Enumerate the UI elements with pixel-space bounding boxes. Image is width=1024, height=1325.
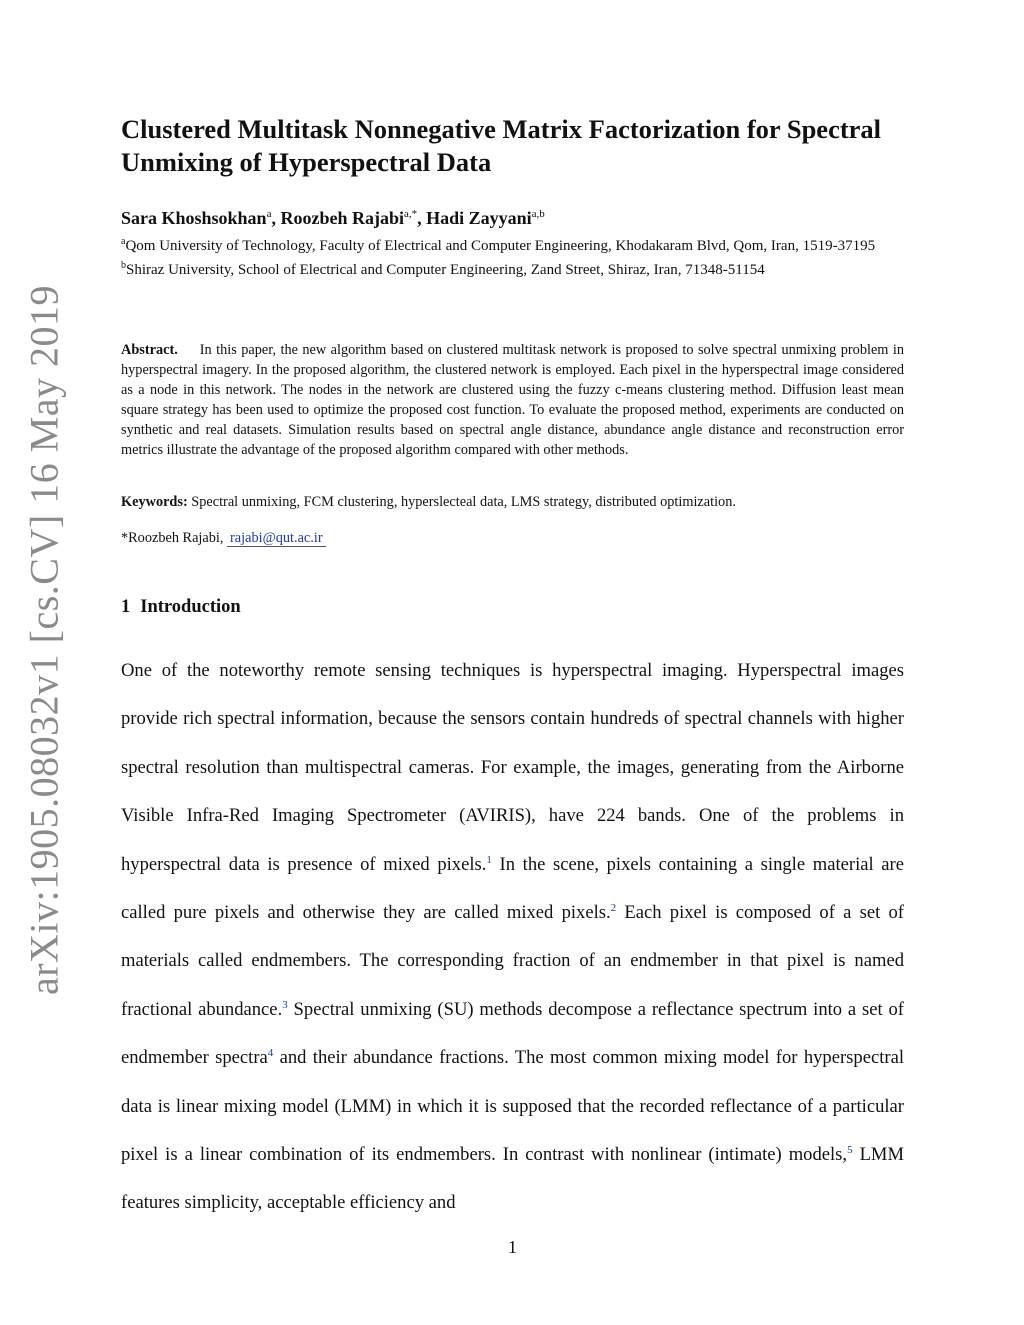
citation-ref-link[interactable]: 2 xyxy=(610,901,617,914)
citation-ref-link[interactable]: 4 xyxy=(267,1047,274,1060)
affiliation-item xyxy=(121,256,904,280)
abstract xyxy=(121,340,904,461)
author-affiliation-mark: a,* xyxy=(403,208,418,220)
affiliation-mark: a xyxy=(121,236,126,247)
intro-text: In the scene, pixels containing a single material are called pure pixels and otherwise they are called mixed pixels. xyxy=(121,853,904,924)
author-list xyxy=(121,208,545,229)
corresponding-author-label: *Roozbeh Rajabi, xyxy=(121,530,224,546)
intro-text: One of the noteworthy remote sensing techniques is hyperspectral imaging. Hyperspectral images provide rich spectral information, because the sensors contain hundreds of spectral channels with higher spectral resolution than multispectral cameras. For example, the images, generating from the Airborne Visible Infra-Red Imaging Spectrometer (AVIRIS), have 224 bands. One of the problems in hyperspectral data is presence of mixed pixels. xyxy=(121,660,904,875)
author-separator: , xyxy=(417,208,427,228)
author-affiliation-mark: a,b xyxy=(531,208,545,220)
section-heading xyxy=(121,597,241,618)
corresponding-author xyxy=(121,530,326,547)
intro-text: and their abundance fractions. The most common mixing model for hyperspectral data is linear mixing model (LMM) in which it is supposed that the recorded reflectance of a particular pixel is a linear combination of its endmembers. In contrast with nonlinear (intimate) models, xyxy=(121,1047,904,1166)
citation-ref-link[interactable]: 1 xyxy=(486,853,492,866)
author-separator: , xyxy=(271,208,281,228)
intro-text: Each pixel is composed of a set of materials called endmembers. The corresponding fraction of an endmember in that pixel is named fractional abundance. xyxy=(121,902,904,1020)
affiliation-text: Qom University of Technology, Faculty of Electrical and Computer Engineering, Khodakaram Blvd, Qom, Iran, 1519-37195 xyxy=(125,238,876,254)
arxiv-identifier-stamp: arXiv:1905.08032v1 [cs.CV] 16 May 2019 xyxy=(21,284,67,996)
citation-ref-link[interactable]: 3 xyxy=(282,998,288,1011)
affiliation-mark: b xyxy=(121,260,126,271)
section-number: 1 xyxy=(121,597,131,617)
intro-text: LMM features simplicity, acceptable efficiency and xyxy=(121,1144,904,1214)
introduction-paragraph xyxy=(121,647,904,1228)
author-affiliation-mark: a xyxy=(266,208,272,220)
paper-title: Clustered Multitask Nonnegative Matrix Factorization for Spectral Unmixing of Hyperspectral Data xyxy=(121,114,882,177)
author-name: Roozbeh Rajabi xyxy=(280,208,404,228)
author-name: Hadi Zayyani xyxy=(426,208,532,228)
affiliation-text: Shiraz University, School of Electrical and Computer Engineering, Zand Street, Shiraz, Iran, 71348-51154 xyxy=(126,262,765,278)
keywords-label: Keywords: xyxy=(121,494,188,510)
keywords-text: Spectral unmixing, FCM clustering, hyperslecteal data, LMS strategy, distributed optimization. xyxy=(191,494,736,510)
citation-ref-link[interactable]: 5 xyxy=(847,1143,853,1156)
keywords xyxy=(121,494,736,511)
affiliation-list xyxy=(121,232,904,280)
page-number: 1 xyxy=(508,1237,517,1257)
section-title: Introduction xyxy=(140,597,241,617)
author-name: Sara Khoshsokhan xyxy=(121,208,267,228)
abstract-label: Abstract. xyxy=(121,342,178,358)
intro-text: Spectral unmixing (SU) methods decompose a reflectance spectrum into a set of endmember spectra xyxy=(121,998,904,1069)
abstract-text: In this paper, the new algorithm based on clustered multitask network is proposed to solve spectral unmixing problem in hyperspectral imagery. In the proposed algorithm, the clustered network is employed. Each pixel in the hyperspectral image considered as a node in this network. The nodes in the network are clustered using the fuzzy c-means clustering method. Diffusion least mean square strategy has been used to optimize the proposed cost function. To evaluate the proposed method, experiments are conducted on synthetic and real datasets. Simulation results based on spectral angle distance, abundance angle distance and reconstruction error metrics illustrate the advantage of the proposed algorithm compared with other methods. xyxy=(121,342,904,459)
affiliation-item xyxy=(121,232,904,256)
corresponding-email-link[interactable]: rajabi@qut.ac.ir xyxy=(227,530,326,547)
